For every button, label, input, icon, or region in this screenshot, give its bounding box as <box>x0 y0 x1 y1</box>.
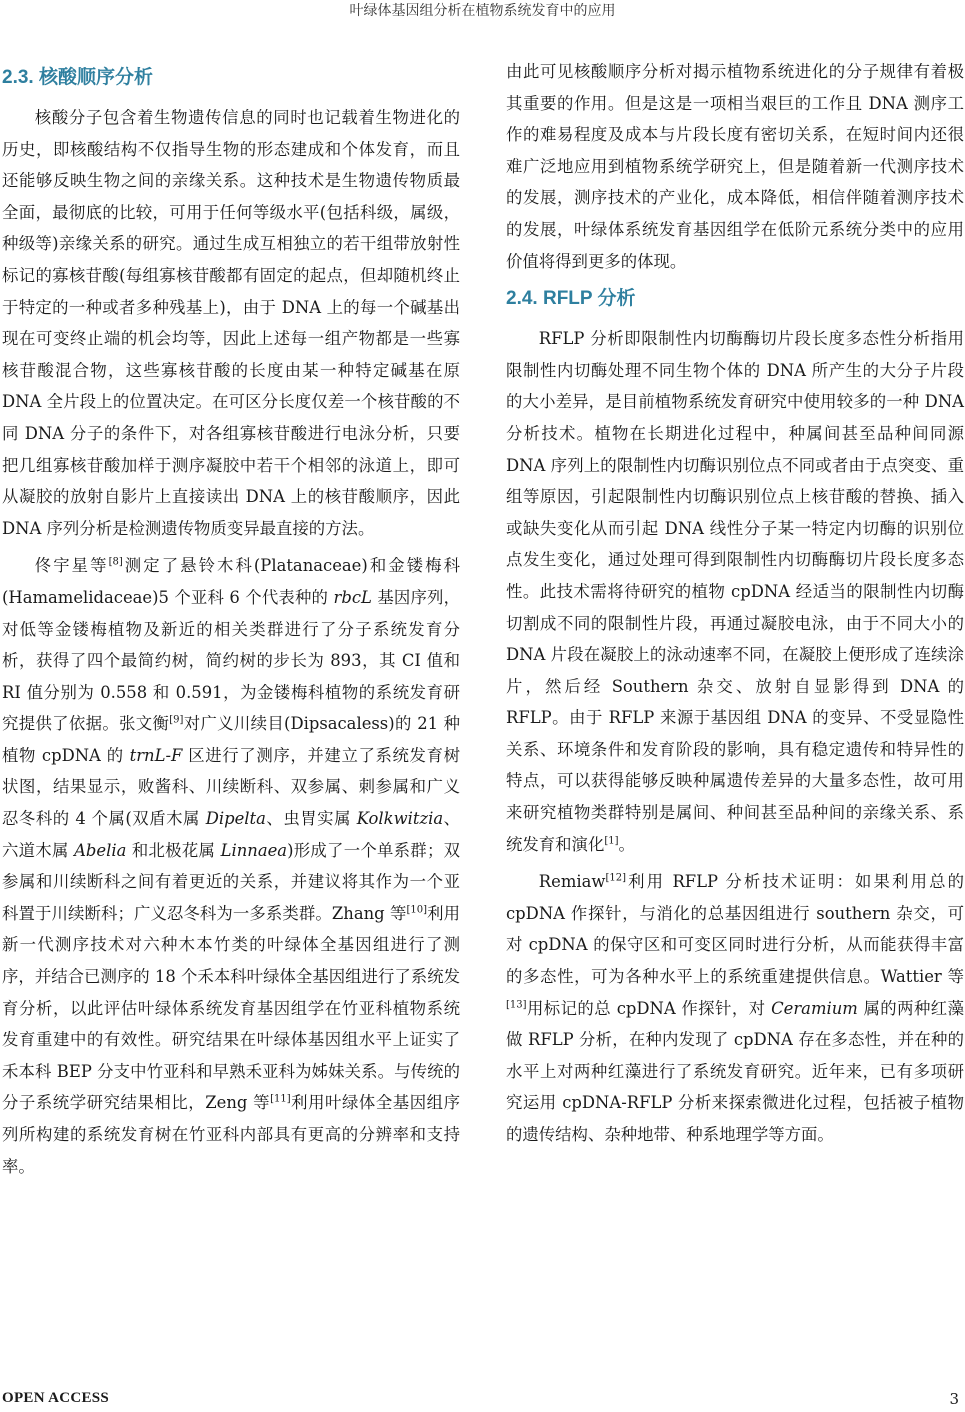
citation-9: [9] <box>169 714 184 726</box>
gene-name-rbcl: rbcL <box>333 587 372 607</box>
paragraph-rflp-studies: Remiaw[12]利用 RFLP 分析技术证明：如果利用总的 cpDNA 作探针，与消化的总基因组进行 southern 杂交，可对 cpDNA 的保守区和可变区同时进行分析，从而能获得丰富的多态性，可为各种水平上的系统重建提供信息。Wattier 等[13]用标记的总 cpDNA 作探针，对 Ceramium 属的两种红藻做 RFLP 分析，在种内发现了 cpDNA 存在多态性，并在种的水平上对两种红藻进行了系统发育研究。近年来，已有多项研究运用 cpDNA-RFLP 分析来探索微进化过程，包括被子植物的遗传结构、杂种地带、种系地理学等方面。 <box>506 872 964 1144</box>
gene-name-trnlf: trnL-F <box>129 745 183 765</box>
citation-13: [13] <box>506 999 527 1011</box>
taxon-ceramium: Ceramium <box>771 998 858 1018</box>
left-column <box>2 56 460 1188</box>
paragraph-case-studies: 佟宇星等[8]测定了悬铃木科(Platanaceae)和金镂梅科(Hamamelidaceae)5 个亚科 6 个代表种的 rbcL 基因序列，对低等金镂梅植物及新近的相关类群进行了分子系统发育分析，获得了四个最简约树，简约树的步长为 893，其 CI 值和 RI 值分别为 0.558 和 0.591，为金镂梅科植物的系统发育研究提供了依据。张文衡[9]对广义川续目(Dipsacaless)的 21 种植物 cpDNA 的 trnL-F 区进行了测序，并建立了系统发育树状图，结果显示，败酱科、川续断科、双参属、刺参属和广义忍冬科的 4 个属(双盾木属 Dipelta、虫胃实属 Kolkwitzia、六道木属 Abelia 和北极花属 Linnaea)形成了一个单系群；双参属和川续断科之间有着更近的关系，并建议将其作为一个亚科置于川续断科；广义忍冬科为一多系类群。Zhang 等[10]利用新一代测序技术对六种木本竹类的叶绿体全基因组进行了测序，并结合已测序的 18 个禾本科叶绿体全基因组进行了系统发育分析，以此评估叶绿体系统发育基因组学在竹亚科植物系统发育重建中的有效性。研究结果在叶绿体基因组水平上证实了禾本科 BEP 分支中竹亚科和早熟禾亚科为姊妹关系。与传统的分子系统学研究结果相比，Zeng 等[11]利用叶绿体全基因组序列所构建的系统发育树在竹亚科内部具有更高的分辨率和支持率。 <box>2 556 461 1176</box>
paragraph-nucleic-acid-intro: 核酸分子包含着生物遗传信息的同时也记载着生物进化的历史，即核酸结构不仅指导生物的形态建成和个体发育，而且还能够反映生物之间的亲缘关系。这种技术是生物遗传物质最全面，最彻底的比较，可用于任何等级水平(包括科级，属级，种级等)亲缘关系的研究。通过生成互相独立的若干组带放射性标记的寡核苷酸(每组寡核苷酸都有固定的起点，但却随机终止于特定的一种或者多种残基上)，由于 DNA 上的每一个碱基出现在可变终止端的机会均等，因此上述每一组产物都是一些寡核苷酸混合物，这些寡核苷酸的长度由某一种特定碱基在原 DNA 全片段上的位置决定。在可区分长度仅差一个核苷酸的不同 DNA 分子的条件下，对各组寡核苷酸进行电泳分析，只要把几组寡核苷酸加样于测序凝胶中若干个相邻的泳道上，即可从凝胶的放射自影片上直接读出 DNA 上的核苷酸顺序，因此 DNA 序列分析是检测遗传物质变异最直接的方法。 <box>2 108 460 538</box>
paragraph-nucleic-acid-conclusion: 由此可见核酸顺序分析对揭示植物系统进化的分子规律有着极其重要的作用。但是这是一项相当艰巨的工作且 DNA 测序工作的难易程度及成本与片段长度有密切关系，在短时间内还很难广泛地应用到植物系统学研究上，但是随着新一代测序技术的发展，测序技术的产业化，成本降低，相信伴随着测序技术的发展，叶绿体系统发育基因组学在低阶元系统分类中的应用价值将得到更多的体现。 <box>506 62 964 271</box>
citation-10: [10] <box>406 904 428 916</box>
page-number: 3 <box>949 1390 959 1408</box>
taxon-abelia: Abelia <box>74 840 127 860</box>
running-header: 叶绿体基因组分析在植物系统发育中的应用 <box>349 3 616 19</box>
citation-12: [12] <box>605 872 626 884</box>
section-title-2-4: 2.4. RFLP 分析 <box>506 288 636 310</box>
paragraph-rflp-definition: RFLP 分析即限制性内切酶酶切片段长度多态性分析指用限制性内切酶处理不同生物个体的 DNA 所产生的大分子片段的大小差异，是目前植物系统发育研究中使用较多的一种 DNA 分析技术。植物在长期进化过程中，种属间甚至品种间同源 DNA 序列上的限制性内切酶识别位点不同或者由于点突变、重组等原因，引起限制性内切酶识别位点上核苷酸的替换、插入或缺失变化从而引起 DNA 线性分子某一特定内切酶的识别位点发生变化，通过处理可得到限制性内切酶酶切片段长度多态性。此技术需将待研究的植物 cpDNA 经适当的限制性内切酶切割成不同的限制性片段，再通过凝胶电泳，由于不同大小的 DNA 片段在凝胶上的泳动速率不同，在凝胶上便形成了连续涂片，然后经 Southern 杂交、放射自显影得到 DNA 的 RFLP。由于 RFLP 来源于基因组 DNA 的变异、不受显隐性关系、环境条件和发育阶段的影响，具有稳定遗传和特异性的特点，可以获得能够反映种属遗传差异的大量多态性，故可用来研究植物类群特别是属间、种间甚至品种间的亲缘关系、系统发育和演化[1]。 <box>506 329 964 854</box>
citation-11: [11] <box>270 1093 291 1105</box>
right-column <box>506 56 964 1157</box>
taxon-kolkwitzia: Kolkwitzia <box>356 809 444 829</box>
taxon-linnaea: Linnaea <box>220 840 288 860</box>
footer-open-access-label: OPEN ACCESS <box>2 1390 110 1406</box>
citation-8: [8] <box>108 556 123 568</box>
citation-1: [1] <box>604 835 619 847</box>
section-title-2-3: 2.3. 核酸顺序分析 <box>2 67 153 88</box>
taxon-dipelta: Dipelta <box>205 809 266 829</box>
